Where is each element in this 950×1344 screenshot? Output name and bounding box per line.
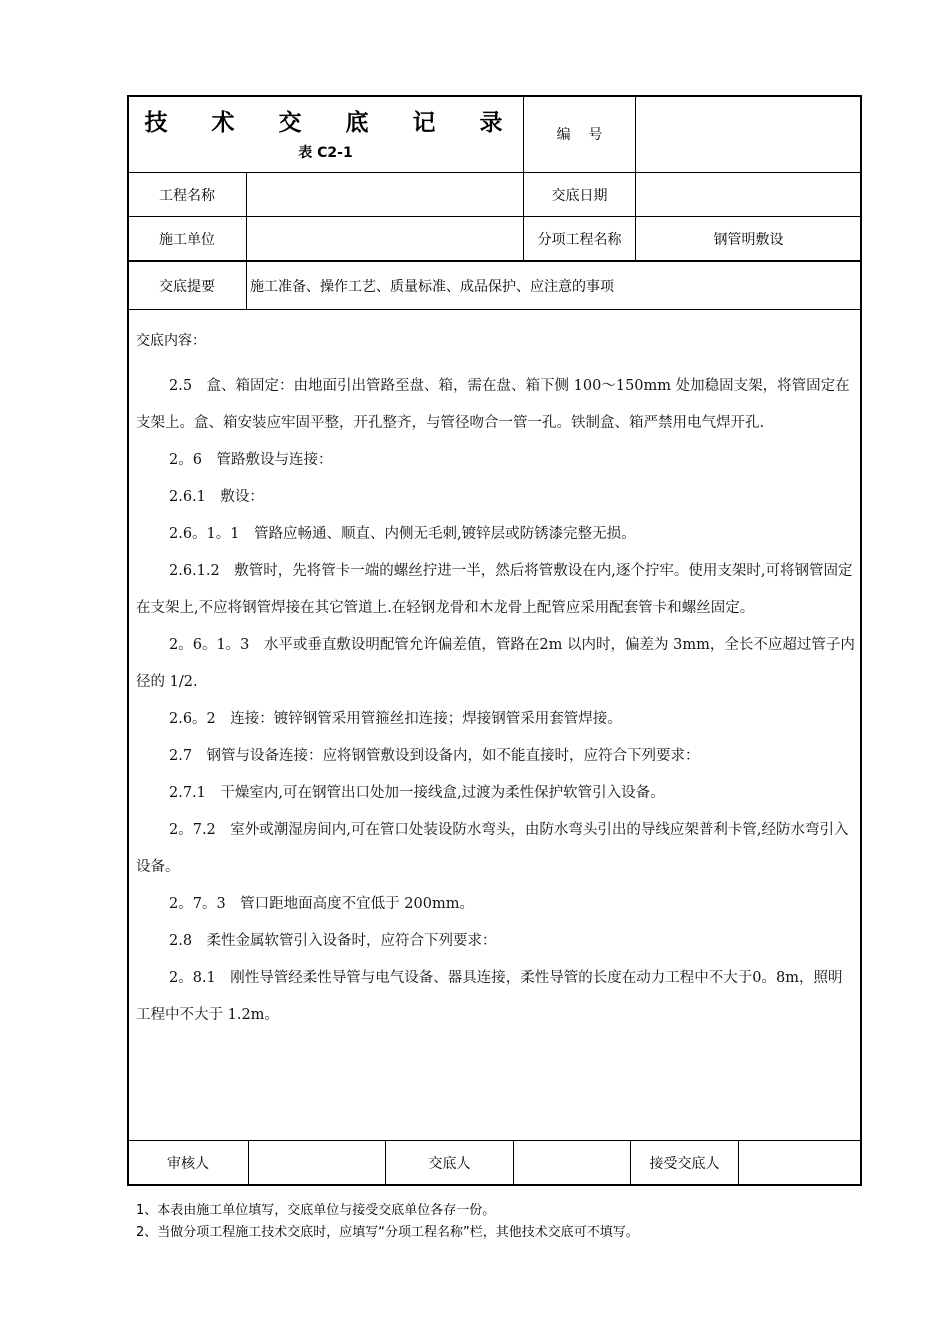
content-paragraph: 2.7 钢管与设备连接：应将钢管敷设到设备内，如不能直接时，应符合下列要求：	[169, 748, 700, 764]
content-heading: 交底内容：	[136, 333, 206, 349]
project-name-label: 工程名称	[159, 187, 215, 204]
content-body	[136, 368, 856, 1034]
subproject-field[interactable]: 钢管明敷设	[713, 231, 784, 248]
content-paragraph: 2.8 柔性金属软管引入设备时，应符合下列要求：	[169, 933, 497, 949]
content-paragraph: 2.5 盒、箱固定：由地面引出管路至盘、箱，需在盘、箱下侧 100～150mm 处加稳固支架，将管固定在支架上。盒、箱安装应牢固平整，开孔整齐，与管径吻合一管一孔。铁制盒、箱严禁用电气焊开孔.	[136, 378, 850, 431]
disclosure-date-field[interactable]	[636, 173, 861, 216]
content-paragraph: 2。8.1 刚性导管经柔性导管与电气设备、器具连接，柔性导管的长度在动力工程中不大于0。8m，照明工程中不大于 1.2m。	[136, 970, 843, 1023]
footnote: 1、本表由施工单位填写，交底单位与接受交底单位各存一份。	[136, 1203, 496, 1218]
content-paragraph: 2.6.1.2 敷管时，先将管卡一端的螺丝拧进一半，然后将管敷设在内,逐个拧牢。使用支架时,可将钢管固定在支架上,不应将钢管焊接在其它管道上.在轻钢龙骨和木龙骨上配管应采用配套管卡和螺丝固定。	[136, 563, 853, 616]
content-paragraph: 2.6。2 连接：镀锌钢管采用管箍丝扣连接；焊接钢管采用套管焊接。	[169, 711, 622, 727]
content-paragraph: 2。7。3 管口距地面高度不宜低于 200mm。	[169, 896, 474, 912]
receiver-field[interactable]	[739, 1141, 861, 1185]
disclosure-date-label: 交底日期	[551, 187, 608, 204]
contractor-label: 施工单位	[159, 231, 215, 248]
project-name-field[interactable]	[247, 173, 523, 216]
content-paragraph: 2。6 管路敷设与连接：	[169, 452, 333, 468]
footnote: 2、当做分项工程施工技术交底时，应填写“分项工程名称”栏，其他技术交底可不填写。	[136, 1225, 639, 1240]
receiver-label: 接受交底人	[649, 1156, 720, 1172]
summary-label: 交底提要	[159, 278, 215, 295]
summary-field[interactable]: 施工准备、操作工艺、质量标准、成品保护、应注意的事项	[250, 278, 614, 295]
content-paragraph: 2.7.1 干燥室内,可在钢管出口处加一接线盒,过渡为柔性保护软管引入设备。	[169, 785, 665, 801]
content-paragraph: 2.6.1 敷设：	[169, 489, 264, 505]
row-divider	[128, 309, 861, 310]
form-code: 表 C2-1	[298, 145, 353, 161]
number-field[interactable]	[636, 96, 861, 172]
reviewer-label: 审核人	[167, 1156, 209, 1172]
discloser-field[interactable]	[514, 1141, 630, 1185]
discloser-label: 交底人	[428, 1156, 471, 1172]
content-paragraph: 2。6。1。3 水平或垂直敷设明配管允许偏差值，管路在2m 以内时，偏差为 3mm，全长不应超过管子内径的 1/2.	[136, 637, 855, 690]
content-paragraph: 2.6。1。1 管路应畅通、顺直、内侧无毛刺,镀锌层或防锈漆完整无损。	[169, 526, 636, 542]
reviewer-field[interactable]	[249, 1141, 385, 1185]
number-label: 编 号	[556, 127, 603, 143]
subproject-label: 分项工程名称	[537, 231, 622, 248]
document-title: 技 术 交 底 记 录	[144, 108, 521, 136]
contractor-field[interactable]	[247, 217, 523, 260]
content-paragraph: 2。7.2 室外或潮湿房间内,可在管口处装设防水弯头，由防水弯头引出的导线应架普利卡管,经防水弯引入设备。	[136, 822, 849, 875]
